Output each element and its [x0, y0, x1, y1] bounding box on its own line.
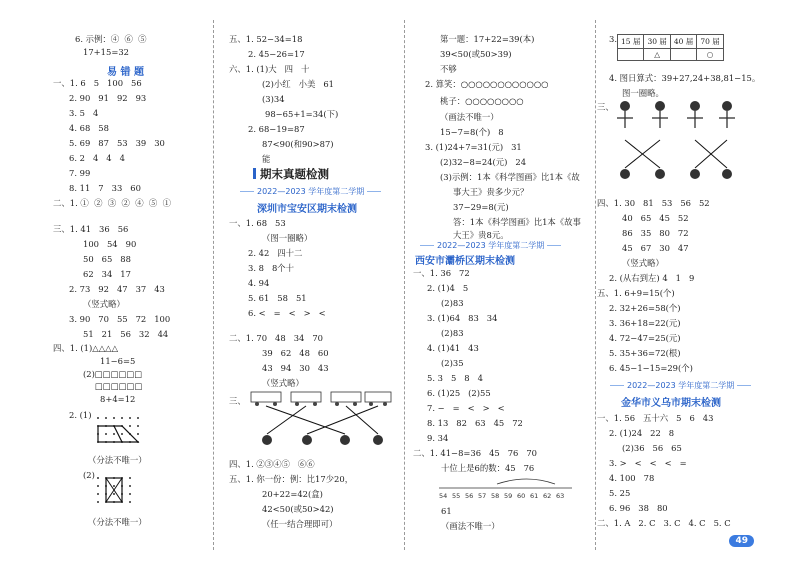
table-cell: 15 届 — [618, 35, 644, 49]
matching-picture-kids — [615, 98, 735, 188]
question-number: 三、 — [597, 102, 614, 112]
text-line: （图一圈略） — [262, 233, 313, 243]
text-line: 五、1. 6+9=15(个) — [597, 288, 675, 298]
text-line: 8+4=12 — [100, 394, 136, 404]
text-line: 2. (1) — [69, 410, 92, 420]
text-line: (3)示例：1本《科学图画》比1本《故 — [440, 172, 580, 182]
text-line: (2)小红 小美 61 — [262, 79, 334, 89]
page-number: 49 — [729, 535, 754, 547]
text-line: 第一题：17+22=39(本) — [440, 34, 535, 44]
text-line: 2. (1)24 22 8 — [609, 428, 675, 438]
text-line: 3. 8 8个十 — [248, 263, 295, 273]
tick-label: 57 — [478, 492, 487, 500]
text-line: 37−29=8(元) — [453, 202, 509, 212]
text-line: 8. 11 7 33 60 — [69, 183, 141, 193]
table-cell: 40 届 — [670, 35, 696, 49]
text-line: 42<50(或50>42) — [262, 504, 334, 514]
text-line: (2)32−8=24(元) 24 — [440, 157, 527, 167]
tick-label: 59 — [504, 492, 513, 500]
text-line: 三、1. 41 36 56 — [53, 224, 129, 234]
section-heading: 易 错 题 — [107, 67, 144, 78]
table-cell: ○ — [697, 49, 723, 61]
text-line: 大王》贵8元。 — [453, 230, 509, 240]
text-line: 87<90(和90>87) — [262, 139, 334, 149]
tick-label: 62 — [543, 492, 552, 500]
text-line: 86 35 80 72 — [622, 228, 689, 238]
text-line: (2)83 — [441, 328, 464, 338]
text-line: 2. 68−19=87 — [248, 124, 305, 134]
text-line: 六、1. (1)大 四 十 — [229, 64, 310, 74]
text-line: 3. > < < < = — [609, 458, 687, 468]
text-line: 62 34 17 — [83, 269, 131, 279]
text-line: (2)35 — [441, 358, 464, 368]
text-line: （任一结合理即可） — [262, 519, 338, 529]
text-line: （竖式略） — [262, 378, 304, 388]
text-line: 二、1. ① ② ③ ② ④ ⑤ ① — [53, 198, 171, 208]
tick-label: 54 — [439, 492, 448, 500]
text-line: （竖式略） — [622, 258, 664, 268]
text-line: 2. (从右到左) 4 1 9 — [609, 273, 695, 283]
text-line: 5. 3 5 8 4 — [427, 373, 483, 383]
text-line: 50 65 88 — [83, 254, 131, 264]
school-title: 深圳市宝安区期末检测 — [257, 204, 357, 215]
text-line: (3)34 — [262, 94, 285, 104]
text-line: （分法不唯一） — [88, 455, 147, 465]
school-title: 西安市灞桥区期末检测 — [415, 256, 515, 267]
column-3 — [405, 0, 595, 565]
text-line: 4. 68 58 — [69, 123, 109, 133]
column-1 — [0, 0, 200, 565]
text-line: (2)36 56 65 — [622, 443, 682, 453]
text-line: 2. 73 92 47 37 43 — [69, 284, 165, 294]
column-divider — [213, 20, 214, 550]
number-line-ticks — [439, 492, 564, 500]
text-line: 一、1. 36 72 — [413, 268, 470, 278]
text-line: 一、1. 68 53 — [229, 218, 286, 228]
text-line: 能 — [262, 154, 271, 164]
text-line: 四、1. (1)△△△△ — [53, 343, 119, 353]
text-line: 6. 45−1−15=29(个) — [609, 363, 693, 373]
text-line: 6. 96 38 80 — [609, 503, 668, 513]
text-line: 6. 2 4 4 4 — [69, 153, 125, 163]
column-4 — [597, 0, 797, 565]
dot-grid-square — [95, 475, 139, 511]
text-line: （竖式略） — [83, 299, 125, 309]
text-line: （画法不唯一） — [441, 521, 500, 531]
dot-grid-trapezoid — [95, 415, 145, 451]
text-line: 3. 5 4 — [69, 108, 99, 118]
text-line: 2. (1)4 5 — [427, 283, 469, 293]
text-line: 39 62 48 60 — [262, 348, 329, 358]
text-line: 8. 13 82 63 45 72 — [427, 418, 523, 428]
column-divider — [595, 20, 596, 550]
text-line: 3. — [609, 34, 617, 44]
text-line: 7. − = < > < — [427, 403, 505, 413]
tick-label: 55 — [452, 492, 461, 500]
text-line: 17+15=32 — [83, 47, 130, 57]
text-line: 6. (1)25 (2)55 — [427, 388, 491, 398]
text-line: 2. 45−26=17 — [248, 49, 305, 59]
text-line: 6. < = < > < — [248, 308, 326, 318]
exam-banner — [253, 166, 329, 182]
text-line: 11−6=5 — [100, 356, 136, 366]
text-line: 4. 72−47=25(元) — [609, 333, 681, 343]
banner-text: 期末真题检测 — [260, 167, 329, 181]
text-line: 51 21 56 32 44 — [83, 329, 169, 339]
text-line: 4. 图日算式：39+27,24+38,81−15。 — [609, 73, 761, 83]
text-line: □□□□□□ — [95, 381, 143, 391]
text-line: 3. 36+18=22(元) — [609, 318, 681, 328]
text-line: 桃子：○○○○○○○○ — [440, 96, 524, 106]
table-cell: 70 届 — [697, 35, 723, 49]
text-line: 61 — [441, 506, 452, 516]
text-line: 4. 100 78 — [609, 473, 655, 483]
text-line: （分法不唯一） — [88, 517, 147, 527]
text-line: 十位上是6的数：45 76 — [441, 463, 535, 473]
text-line: 4. 94 — [248, 278, 270, 288]
tick-label: 61 — [530, 492, 539, 500]
text-line: 2. 算笑：○○○○○○○○○○○○ — [425, 79, 549, 89]
text-line: 二、1. A 2. C 3. C 4. C 5. C — [597, 518, 731, 528]
number-line — [437, 474, 577, 504]
text-line: (2)83 — [441, 298, 464, 308]
tick-label: 60 — [517, 492, 526, 500]
answer-table — [617, 34, 724, 61]
text-line: 5. 35+36=72(根) — [609, 348, 681, 358]
tick-label: 58 — [491, 492, 500, 500]
text-line: 四、1. 30 81 53 56 52 — [597, 198, 710, 208]
text-line: 2. 42 四十二 — [248, 248, 303, 258]
text-line: 3. 90 70 55 72 100 — [69, 314, 171, 324]
text-line: 不够 — [440, 64, 457, 74]
matching-picture-vehicles — [247, 388, 397, 450]
text-line: 45 67 30 47 — [622, 243, 689, 253]
text-line: 5. 61 58 51 — [248, 293, 307, 303]
text-line: 一、1. 56 五十六 5 6 43 — [597, 413, 714, 423]
text-line: 2. 90 91 92 93 — [69, 93, 147, 103]
term-label: 2022—2023 学年度第二学期 — [237, 186, 384, 197]
text-line: 二、1. 41−8=36 45 76 70 — [413, 448, 538, 458]
text-line: (2) — [83, 470, 95, 480]
text-line: 5. 25 — [609, 488, 631, 498]
text-line: 四、1. ②③④⑤ ⑥⑥ — [229, 459, 315, 469]
column-2 — [215, 0, 405, 565]
text-line: (2)□□□□□□ — [83, 369, 143, 379]
text-line: 100 54 90 — [83, 239, 137, 249]
text-line: 98−65+1=34(下) — [265, 109, 339, 119]
text-line: 5. 69 87 53 39 30 — [69, 138, 165, 148]
text-line: 2. 32+26=58(个) — [609, 303, 681, 313]
text-line: 3. (1)24+7=31(元) 31 — [425, 142, 522, 152]
table-cell: △ — [644, 49, 670, 61]
tick-label: 63 — [556, 492, 565, 500]
text-line: 图一圈略。 — [622, 88, 664, 98]
text-line: 二、1. 70 48 34 70 — [229, 333, 323, 343]
text-line: 20+22=42(盒) — [262, 489, 323, 499]
text-line: 39<50(或50>39) — [440, 49, 512, 59]
question-number: 三、 — [229, 396, 246, 406]
text-line: 6. 示例：④ ⑥ ⑤ — [75, 34, 147, 44]
text-line: 答：1本《科学图画》比1本《故事 — [453, 217, 581, 227]
text-line: 事大王》贵多少元？ — [453, 187, 529, 197]
text-line: 3. (1)64 83 34 — [427, 313, 498, 323]
text-line: 五、1. 你一份：例：比17少20， — [229, 474, 354, 484]
text-line: 4. (1)41 43 — [427, 343, 479, 353]
text-line: 43 94 30 43 — [262, 363, 329, 373]
school-title: 金华市义乌市期末检测 — [621, 398, 721, 409]
text-line: 一、1. 6 5 100 56 — [53, 78, 142, 88]
text-line: （画法不唯一） — [440, 112, 499, 122]
text-line: 40 65 45 52 — [622, 213, 689, 223]
text-line: 9. 34 — [427, 433, 449, 443]
term-label: 2022—2023 学年度第二学期 — [607, 380, 754, 391]
table-cell: 30 届 — [644, 35, 670, 49]
text-line: 五、1. 52−34=18 — [229, 34, 303, 44]
text-line: 7. 99 — [69, 168, 91, 178]
text-line: 15−7=8(个) 8 — [440, 127, 504, 137]
term-label: 2022—2023 学年度第二学期 — [417, 240, 564, 251]
tick-label: 56 — [465, 492, 474, 500]
banner-bar — [253, 168, 256, 179]
